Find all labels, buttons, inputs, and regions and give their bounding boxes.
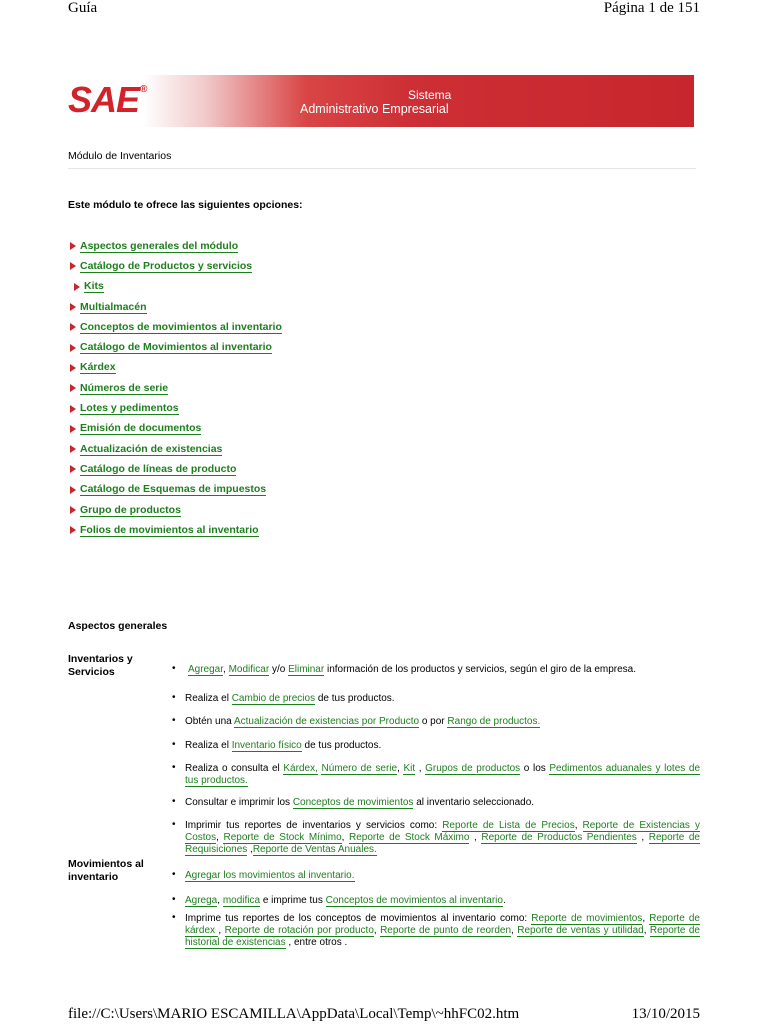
link-kardex[interactable]: Kárdex, bbox=[283, 763, 318, 774]
menu-item bbox=[70, 297, 282, 317]
link-reporte-stock-minimo[interactable]: Reporte de Stock Mínimo bbox=[223, 832, 342, 843]
link-reporte-kardex[interactable]: Reporte de kárdex bbox=[185, 913, 700, 936]
text: , bbox=[217, 895, 223, 906]
bullet-icon: • bbox=[172, 894, 176, 905]
list-item bbox=[172, 664, 700, 676]
text: Imprimir tus reportes de inventarios y servicios como: bbox=[185, 820, 443, 831]
menu-link[interactable]: Conceptos de movimientos al inventario bbox=[80, 320, 282, 333]
link-reporte-existencias[interactable]: Reporte de Existencias y Costos bbox=[185, 820, 700, 843]
list-item bbox=[172, 763, 700, 787]
menu-item bbox=[70, 378, 282, 398]
link-reporte-rotacion[interactable]: Reporte de rotación por producto bbox=[224, 925, 374, 936]
menu-link[interactable]: Kits bbox=[84, 280, 104, 293]
link-agregar[interactable]: Agregar bbox=[188, 664, 224, 675]
text: Imprime tus reportes de los conceptos de movimientos al inventario como: bbox=[185, 913, 532, 924]
link-rango-productos[interactable]: Rango de productos. bbox=[447, 716, 541, 727]
menu-item bbox=[70, 500, 282, 520]
link-agregar-movimientos[interactable]: Agregar los movimientos al inventario. bbox=[185, 870, 355, 881]
arrow-icon bbox=[70, 242, 76, 250]
category-inventarios: Inventarios y Servicios bbox=[68, 653, 133, 678]
bullet-icon: • bbox=[172, 739, 176, 750]
list-item bbox=[172, 716, 700, 728]
registered-mark: ® bbox=[140, 84, 148, 95]
text: Realiza el bbox=[185, 693, 232, 704]
link-reporte-historial-existencias[interactable]: Reporte de historial de existencias bbox=[185, 925, 700, 948]
text: , bbox=[223, 664, 229, 675]
link-actualizacion-producto[interactable]: Actualización de existencias por Producto bbox=[233, 716, 420, 727]
text: , bbox=[373, 925, 381, 936]
menu-link[interactable]: Catálogo de Esquemas de impuestos bbox=[80, 483, 267, 496]
arrow-icon bbox=[70, 506, 76, 514]
bullet-icon: • bbox=[172, 912, 176, 923]
link-inventario-fisico[interactable]: Inventario físico bbox=[231, 740, 302, 751]
bullet-icon: • bbox=[172, 796, 176, 807]
menu-item bbox=[70, 419, 282, 439]
bullet-icon: • bbox=[172, 762, 176, 773]
text: , bbox=[216, 832, 224, 843]
text: al inventario seleccionado. bbox=[413, 797, 535, 808]
menu-item bbox=[70, 520, 282, 540]
bullet-icon: • bbox=[172, 869, 176, 880]
list-item bbox=[172, 797, 700, 809]
text: , bbox=[574, 820, 583, 831]
link-reporte-punto-reorden[interactable]: Reporte de punto de reorden bbox=[380, 925, 512, 936]
menu-item bbox=[70, 337, 282, 357]
category-movimientos: Movimientos al inventario bbox=[68, 858, 144, 883]
arrow-icon bbox=[70, 364, 76, 372]
text: e imprime tus bbox=[260, 895, 326, 906]
divider bbox=[68, 168, 696, 169]
banner-line1: Sistema bbox=[408, 88, 452, 102]
text: , bbox=[218, 925, 225, 936]
link-agrega[interactable]: Agrega bbox=[185, 895, 218, 906]
arrow-icon bbox=[70, 384, 76, 392]
link-eliminar[interactable]: Eliminar bbox=[288, 664, 325, 675]
link-grupos-productos[interactable]: Grupos de productos bbox=[425, 763, 521, 774]
link-reporte-lista-precios[interactable]: Reporte de Lista de Precios bbox=[442, 820, 575, 831]
menu-item bbox=[70, 317, 282, 337]
text: , bbox=[511, 925, 518, 936]
menu-link[interactable]: Actualización de existencias bbox=[80, 442, 223, 455]
menu-link[interactable]: Kárdex bbox=[80, 361, 116, 374]
menu-item bbox=[70, 439, 282, 459]
header-doc-title: Guía bbox=[68, 0, 98, 16]
link-pedimentos[interactable]: Pedimentos aduanales y lotes de tus productos. bbox=[185, 763, 701, 786]
menu-link[interactable]: Catálogo de líneas de producto bbox=[80, 462, 237, 475]
arrow-icon bbox=[70, 445, 76, 453]
text: . bbox=[502, 895, 506, 906]
menu-link[interactable]: Multialmacén bbox=[80, 300, 147, 313]
arrow-icon bbox=[74, 283, 80, 291]
arrow-icon bbox=[70, 486, 76, 494]
menu-item bbox=[70, 358, 282, 378]
link-numero-serie[interactable]: Número de serie bbox=[321, 763, 398, 774]
link-reporte-requisiciones[interactable]: Reporte de Requisiciones bbox=[185, 832, 700, 855]
banner-line2: Administrativo Empresarial bbox=[300, 102, 449, 116]
list-item bbox=[172, 895, 700, 907]
text: Realiza o consulta el bbox=[185, 763, 284, 774]
link-reporte-productos-pendientes[interactable]: Reporte de Productos Pendientes bbox=[481, 832, 637, 843]
arrow-icon bbox=[70, 262, 76, 270]
arrow-icon bbox=[70, 405, 76, 413]
text: de tus productos. bbox=[301, 740, 382, 751]
header-page-number: Página 1 de 151 bbox=[603, 0, 700, 16]
text: , bbox=[397, 763, 404, 774]
menu-link[interactable]: Lotes y pedimentos bbox=[80, 402, 179, 415]
footer-file-path: file://C:\Users\MARIO ESCAMILLA\AppData\Local\Temp\~hhFC02.htm bbox=[68, 1006, 520, 1022]
bullet-icon: • bbox=[172, 715, 176, 726]
text: , bbox=[469, 832, 482, 843]
menu-item bbox=[70, 277, 282, 297]
bullet-icon: • bbox=[172, 663, 176, 674]
link-conceptos-movimientos[interactable]: Conceptos de movimientos bbox=[292, 797, 414, 808]
link-cambio-precios[interactable]: Cambio de precios bbox=[231, 693, 316, 704]
list-item bbox=[172, 820, 700, 856]
page-title: Módulo de Inventarios bbox=[68, 150, 172, 162]
list-item bbox=[172, 740, 700, 752]
text: Realiza el bbox=[185, 740, 232, 751]
text: información de los productos y servicios, según el giro de la empresa. bbox=[324, 664, 637, 675]
text: Obtén una bbox=[185, 716, 234, 727]
arrow-icon bbox=[70, 303, 76, 311]
section-title: Aspectos generales bbox=[68, 620, 168, 632]
bullet-icon: • bbox=[172, 692, 176, 703]
link-reporte-stock-maximo[interactable]: Reporte de Stock Máximo bbox=[349, 832, 470, 843]
module-menu bbox=[70, 236, 282, 540]
list-item bbox=[172, 870, 700, 882]
text: , entre otros . bbox=[285, 937, 348, 948]
text: o los bbox=[520, 763, 550, 774]
link-kit[interactable]: Kit bbox=[403, 763, 416, 774]
menu-link[interactable]: Números de serie bbox=[80, 381, 169, 394]
menu-link[interactable]: Grupo de productos bbox=[80, 503, 181, 516]
arrow-icon bbox=[70, 344, 76, 352]
text: de tus productos. bbox=[315, 693, 395, 704]
menu-link[interactable]: Catálogo de Movimientos al inventario bbox=[80, 341, 272, 354]
list-item bbox=[172, 913, 700, 949]
menu-item bbox=[70, 459, 282, 479]
text: o por bbox=[419, 716, 448, 727]
arrow-icon bbox=[70, 425, 76, 433]
menu-item bbox=[70, 398, 282, 418]
text: , bbox=[636, 832, 649, 843]
text: , bbox=[642, 913, 650, 924]
bullet-icon: • bbox=[172, 819, 176, 830]
footer-date: 13/10/2015 bbox=[631, 1006, 700, 1022]
sae-logo: SAE bbox=[68, 79, 140, 120]
link-conceptos-movimientos-inventario[interactable]: Conceptos de movimientos al inventario bbox=[325, 895, 503, 906]
text: , bbox=[415, 763, 426, 774]
text: , bbox=[247, 844, 253, 855]
text: Consultar e imprimir los bbox=[185, 797, 293, 808]
arrow-icon bbox=[70, 526, 76, 534]
intro-text: Este módulo te ofrece las siguientes opciones: bbox=[68, 199, 303, 211]
link-modificar[interactable]: Modificar bbox=[228, 664, 270, 675]
menu-item bbox=[70, 236, 282, 256]
menu-item bbox=[70, 480, 282, 500]
menu-link[interactable]: Catálogo de Productos y servicios bbox=[80, 259, 253, 272]
menu-item bbox=[70, 256, 282, 276]
arrow-icon bbox=[70, 323, 76, 331]
text: , bbox=[341, 832, 349, 843]
menu-link[interactable]: Emisión de documentos bbox=[80, 422, 202, 435]
link-reporte-ventas-utilidad[interactable]: Reporte de ventas y utilidad bbox=[517, 925, 644, 936]
sae-banner bbox=[68, 75, 694, 127]
text: y/o bbox=[269, 664, 289, 675]
menu-link[interactable]: Aspectos generales del módulo bbox=[80, 239, 239, 252]
link-modifica[interactable]: modifica bbox=[222, 895, 261, 906]
text: , bbox=[643, 925, 650, 936]
link-reporte-ventas-anuales[interactable]: Reporte de Ventas Anuales. bbox=[252, 844, 377, 855]
menu-link[interactable]: Folios de movimientos al inventario bbox=[80, 523, 259, 536]
list-item bbox=[172, 693, 700, 705]
arrow-icon bbox=[70, 465, 76, 473]
link-reporte-movimientos[interactable]: Reporte de movimientos bbox=[531, 913, 643, 924]
